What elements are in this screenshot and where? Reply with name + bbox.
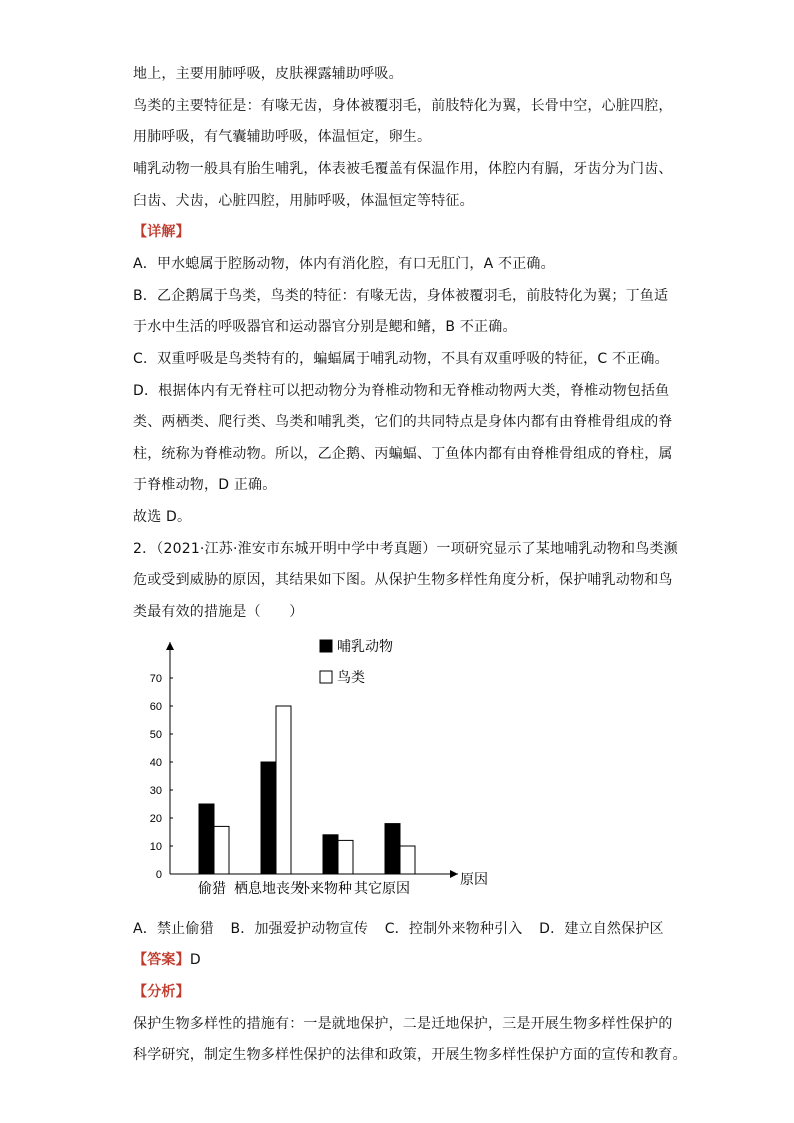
y-axis-arrow	[166, 642, 174, 650]
paragraph-bird-line1: 鸟类的主要特征是：有喙无齿，身体被覆羽毛，前肢特化为翼，长骨中空，心脏四腔，	[133, 98, 673, 114]
option-a[interactable]: A．禁止偷猎	[133, 921, 214, 937]
legend-label: 哺乳动物	[337, 638, 393, 654]
legend-swatch	[320, 671, 332, 683]
y-tick-label: 40	[149, 757, 162, 769]
detail-heading: 【详解】	[133, 224, 190, 240]
detail-option-a: A．甲水螅属于腔肠动物，体内有消化腔，有口无肛门，A 不正确。	[133, 256, 555, 272]
analysis-line2: 科学研究，制定生物多样性保护的法律和政策，开展生物多样性保护方面的宣传和教育。	[133, 1047, 687, 1063]
question-line1: 2．（2021·江苏·淮安市东城开明中学中考真题）一项研究显示了某地哺乳动物和鸟类濒	[133, 541, 678, 557]
chart-legend	[320, 638, 393, 685]
paragraph-amphibian-tail: 地上，主要用肺呼吸，皮肤裸露辅助呼吸。	[133, 66, 403, 82]
chart-bars	[199, 706, 415, 874]
y-tick-label: 30	[149, 785, 162, 797]
y-tick-label: 20	[149, 813, 162, 825]
x-tick-label: 其它原因	[354, 880, 410, 896]
x-tick-label: 外来物种	[296, 880, 352, 896]
detail-option-c: C．双重呼吸是鸟类特有的，蝙蝠属于哺乳动物，不具有双重呼吸的特征，C 不正确。	[133, 351, 669, 367]
answer-line	[133, 950, 201, 970]
detail-option-d-line1: D．根据体内有无脊柱可以把动物分为脊椎动物和无脊椎动物两大类，脊椎动物包括鱼	[133, 383, 670, 399]
option-d[interactable]: D．建立自然保护区	[539, 921, 664, 937]
paragraph-mammal-line2: 臼齿、犬齿，心脏四腔，用肺呼吸，体温恒定等特征。	[133, 193, 474, 209]
option-c[interactable]: C．控制外来物种引入	[384, 921, 523, 937]
bar-bird	[214, 826, 229, 874]
detail-option-b-line2: 于水中生活的呼吸器官和运动器官分别是鳃和鳍，B 不正确。	[133, 319, 517, 335]
y-tick-label: 50	[149, 729, 162, 741]
paragraph-mammal-line1: 哺乳动物一般具有胎生哺乳，体表被毛覆盖有保温作用，体腔内有膈，牙齿分为门齿、	[133, 161, 673, 177]
y-tick-label: 70	[149, 673, 162, 685]
detail-option-d-line4: 于脊椎动物，D 正确。	[133, 477, 277, 493]
x-tick-label: 偷猎	[198, 880, 226, 896]
detail-option-d-line2: 类、两栖类、爬行类、鸟类和哺乳类，它们的共同特点是身体内都有由脊椎骨组成的脊	[133, 414, 673, 430]
legend-label: 鸟类	[337, 669, 365, 685]
detail-option-d-line3: 柱，统称为脊椎动物。所以，乙企鹅、丙蝙蝠、丁鱼体内都有由脊椎骨组成的脊柱，属	[133, 446, 673, 462]
bar-mammal	[261, 762, 276, 874]
bar-mammal	[385, 824, 400, 874]
bar-mammal	[199, 804, 214, 874]
bar-bird	[276, 706, 291, 874]
bar-chart	[140, 630, 510, 900]
analysis-line1: 保护生物多样性的措施有：一是就地保护，二是迁地保护，三是开展生物多样性保护的	[133, 1016, 673, 1032]
option-b[interactable]: B．加强爱护动物宣传	[230, 921, 369, 937]
answer-heading: 【答案】	[133, 952, 190, 968]
question-line2: 危或受到威胁的原因，其结果如下图。从保护生物多样性角度分析，保护哺乳动物和鸟	[133, 572, 673, 588]
legend-swatch	[320, 640, 332, 652]
bar-mammal	[323, 835, 338, 874]
bar-bird	[400, 846, 415, 874]
x-tick-label: 栖息地丧失	[234, 880, 304, 896]
x-axis-arrow	[450, 870, 458, 878]
detail-option-b-line1: B．乙企鹅属于鸟类，鸟类的特征：有喙无齿，身体被覆羽毛，前肢特化为翼；丁鱼适	[133, 288, 669, 304]
y-tick-label: 0	[155, 869, 162, 881]
analysis-heading: 【分析】	[133, 984, 190, 1000]
bar-bird	[338, 840, 353, 874]
paragraph-bird-line2: 用肺呼吸，有气囊辅助呼吸，体温恒定，卵生。	[133, 129, 432, 145]
y-tick-label: 60	[149, 701, 162, 713]
y-tick-label: 10	[149, 841, 162, 853]
x-axis-label: 原因	[460, 871, 488, 887]
question-line3: 类最有效的措施是（ ）	[133, 604, 304, 620]
answer-options	[133, 919, 676, 939]
answer-value: D	[189, 952, 201, 968]
detail-conclusion: 故选 D。	[133, 509, 192, 525]
